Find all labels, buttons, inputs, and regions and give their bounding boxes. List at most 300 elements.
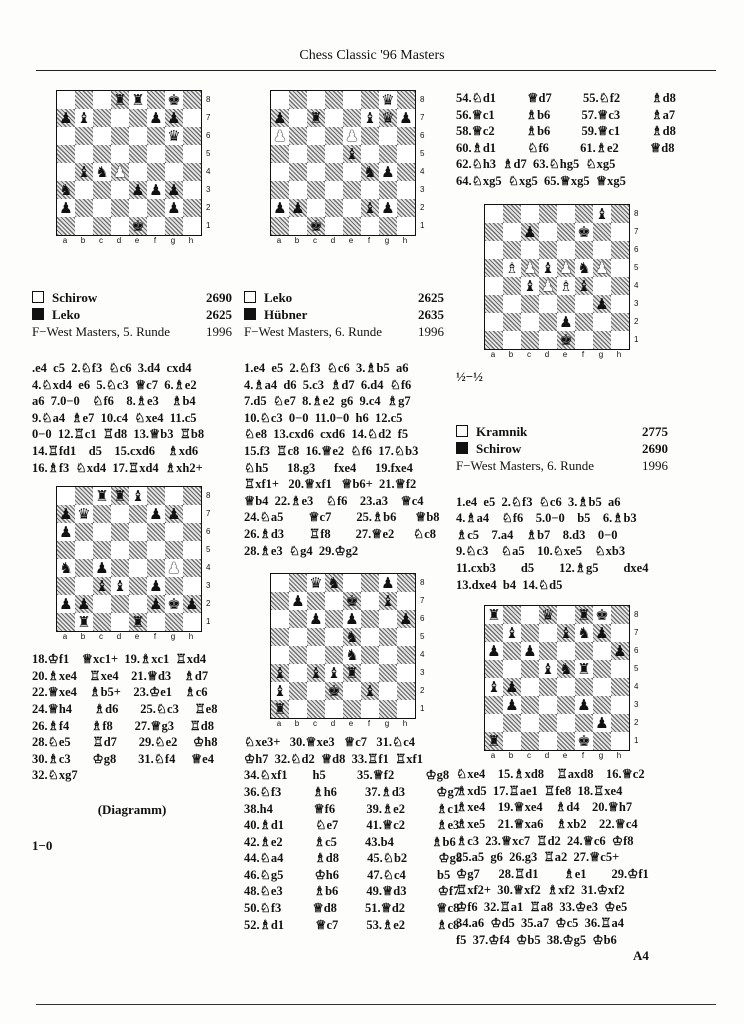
white-player: Kramnik [476,423,528,439]
board-square [361,646,379,664]
board-square [593,331,611,349]
board-square [111,613,129,631]
board-square [57,577,75,595]
black-king-icon: ♚ [575,732,593,750]
black-pawn-icon: ♟ [183,595,201,613]
board-square [183,217,201,235]
black-pawn-icon: ♟ [147,505,165,523]
board-square [593,642,611,660]
diagram-2 [270,90,444,245]
black-pawn-icon: ♟ [57,523,75,541]
board-square [361,91,379,109]
black-bishop-icon: ♝ [521,277,539,295]
board-square [75,217,93,235]
board-square [93,541,111,559]
black-pawn-icon: ♟ [165,505,183,523]
board-square [397,592,415,610]
board-square [539,331,557,349]
year: 1996 [206,324,232,339]
black-bishop-icon: ♝ [75,109,93,127]
black-pawn-icon: ♟ [593,295,611,313]
board-square [271,646,289,664]
game-header-2 [244,289,444,340]
black-pawn-icon: ♟ [397,109,415,127]
column-2 [244,90,463,933]
board-square [593,223,611,241]
board-square [57,91,75,109]
moves-text: ♘xe4 15.♗xd8 ♖axd8 16.♕c2 ♗xd5 17.♖ae1 ♖fe8 18.♖xe4 ♗xe4 19.♕xe4 ♗d4 20.♕h7 ♗xe5 21.♕xa6 ♗xb2 22.♕c4 ♗c3 23.♕xc7 ♖d2 24.♕c6 ♔f8 25.a5 g6 26.g3 ♖a2 27.♕c5+ ♔g7 28.♖d1 ♗e1 29.♔f1 ♖xf2+ 30.♕xf2 ♗xf2 31.♔xf2 ♔f6 32.♖a1 ♖a8 33.♔e3 ♔e5 34.a6 ♔d5 35.a7 ♔c5 36.♖a4 f5 37.♔f4 ♔b5 38.♔g5 ♔b6 [456,767,649,948]
diagram-5 [270,573,444,728]
black-rook-icon: ♜ [271,700,289,718]
board-square [307,181,325,199]
board-square [75,91,93,109]
board-square [93,181,111,199]
black-pawn-icon: ♟ [75,595,93,613]
board-square [611,241,629,259]
black-rook-icon: ♜ [307,109,325,127]
board-square [361,664,379,682]
board-square [129,145,147,163]
board-square [307,127,325,145]
board-square [183,199,201,217]
board-square [575,313,593,331]
black-pawn-icon: ♟ [57,109,75,127]
board-square [325,592,343,610]
chess-board [56,90,202,236]
board-square [271,610,289,628]
black-pawn-icon: ♟ [379,574,397,592]
board-square [575,295,593,313]
board-square [325,109,343,127]
board-square [147,91,165,109]
black-knight-icon: ♞ [343,628,361,646]
board-square [183,541,201,559]
board-square [397,664,415,682]
board-square [539,714,557,732]
board-square [521,678,539,696]
board-square [611,331,629,349]
board-square [75,559,93,577]
board-square [503,642,521,660]
board-square [129,595,147,613]
black-rook-icon: ♜ [343,664,361,682]
board-square [93,145,111,163]
board-square [521,331,539,349]
white-elo: 2775 [642,423,668,439]
black-pawn-icon: ♟ [343,610,361,628]
white-pawn-icon: ♟ [593,259,611,277]
board-square [557,241,575,259]
rank-labels: 8 7 6 5 4 3 2 1 [206,95,211,230]
black-pawn-icon: ♟ [147,595,165,613]
board-square [147,199,165,217]
black-pawn-icon: ♟ [503,678,521,696]
black-knight-icon: ♞ [575,259,593,277]
board-square [397,628,415,646]
board-square [503,277,521,295]
black-square-icon [456,442,468,454]
diagram-4 [56,486,232,641]
board-square [397,700,415,718]
board-square [129,523,147,541]
board-square [397,127,415,145]
board-square [147,217,165,235]
board-square [379,700,397,718]
white-bishop-icon: ♗ [557,277,575,295]
board-square [271,574,289,592]
board-square [379,145,397,163]
board-square [539,241,557,259]
board-square [521,313,539,331]
board-square [361,145,379,163]
black-pawn-icon: ♟ [147,109,165,127]
black-knight-icon: ♞ [325,574,343,592]
black-pawn-icon: ♟ [611,642,629,660]
board-square [503,295,521,313]
black-knight-icon: ♞ [57,559,75,577]
file-labels: a b c d e f g h [62,632,194,642]
board-square [325,181,343,199]
board-square [557,696,575,714]
black-pawn-icon: ♟ [307,610,325,628]
board-square [289,610,307,628]
black-king-icon: ♚ [325,682,343,700]
board-square [593,241,611,259]
board-square [539,732,557,750]
black-king-icon: ♚ [557,331,575,349]
board-square [129,127,147,145]
board-square [165,577,183,595]
board-square [165,523,183,541]
board-square [611,295,629,313]
black-pawn-icon: ♟ [57,505,75,523]
black-bishop-icon: ♝ [93,577,111,595]
board-square [165,217,183,235]
white-pawn-icon: ♟ [557,259,575,277]
board-square [485,313,503,331]
board-square [557,223,575,241]
board-square [343,91,361,109]
board-square [521,732,539,750]
board-square [129,199,147,217]
board-square [521,624,539,642]
board-square [325,610,343,628]
footer-rule [36,1004,716,1005]
board-square [361,127,379,145]
board-square [183,163,201,181]
black-rook-icon: ♜ [75,613,93,631]
black-king-icon: ♚ [575,223,593,241]
black-elo: 2625 [206,307,232,322]
black-queen-icon: ♛ [307,574,325,592]
board-square [503,331,521,349]
board-square [575,678,593,696]
black-king-icon: ♚ [593,606,611,624]
black-pawn-icon: ♟ [521,642,539,660]
board-square [503,205,521,223]
board-square [307,145,325,163]
black-pawn-icon: ♟ [165,199,183,217]
board-square [147,487,165,505]
board-square [75,145,93,163]
black-queen-icon: ♛ [75,505,93,523]
black-bishop-icon: ♝ [575,277,593,295]
board-square [111,559,129,577]
white-elo: 2690 [206,290,232,305]
game-result: 1−0 [32,837,53,853]
board-square [183,145,201,163]
board-square [593,277,611,295]
board-square [485,624,503,642]
board-square [307,682,325,700]
rank-labels: 8 7 6 5 4 3 2 1 [420,578,425,714]
chess-board [484,605,630,751]
board-square [111,181,129,199]
black-bishop-icon: ♝ [271,682,289,700]
black-pawn-icon: ♟ [147,181,165,199]
board-square [343,682,361,700]
board-square [343,700,361,718]
board-square [361,610,379,628]
board-square [147,613,165,631]
board-square [325,217,343,235]
black-elo: 2635 [418,307,444,322]
board-square [557,606,575,624]
board-square [75,523,93,541]
black-pawn-icon: ♟ [557,313,575,331]
white-square-icon [244,291,256,303]
year: 1996 [418,324,444,339]
black-pawn-icon: ♟ [485,642,503,660]
chess-board [270,573,416,719]
black-queen-icon: ♛ [539,606,557,624]
board-square [165,145,183,163]
board-square [361,592,379,610]
board-square [307,91,325,109]
board-square [361,700,379,718]
header-rule [36,70,716,71]
black-pawn-icon: ♟ [521,223,539,241]
board-square [271,592,289,610]
board-square [271,628,289,646]
black-king-icon: ♚ [307,217,325,235]
board-square [289,700,307,718]
rank-labels: 8 7 6 5 4 3 2 1 [206,491,211,627]
board-square [485,696,503,714]
black-bishop-icon: ♝ [485,678,503,696]
board-square [111,145,129,163]
event: F−West Masters, 6. Runde [456,457,595,473]
board-square [165,163,183,181]
white-elo: 2625 [418,290,444,305]
black-pawn-icon: ♟ [379,199,397,217]
board-square [611,606,629,624]
board-square [343,217,361,235]
board-square [379,127,397,145]
board-square [75,577,93,595]
white-square-icon [456,425,468,437]
board-square [611,624,629,642]
board-square [503,313,521,331]
board-square [93,109,111,127]
board-square [539,295,557,313]
board-square [183,109,201,127]
board-square [575,642,593,660]
board-square [557,678,575,696]
chess-board [270,90,416,236]
moves-text: 18.♔f1 ♕xc1+ 19.♗xc1 ♖xd4 20.♗xe4 ♖xe4 21.♕d3 ♗d7 22.♕xe4 ♗b5+ 23.♔e1 ♗c6 24.♕h4 ♗d6 25.♘c3 ♖e8 26.♗f4 ♗f8 27.♕g3 ♖d8 28.♘e5 ♖d7 29.♘e2 ♔h8 30.♗c3 ♔g8 31.♘f4 ♕e4 32.♘xg7 [32,652,218,783]
board-square [503,606,521,624]
black-pawn-icon: ♟ [165,181,183,199]
board-square [93,523,111,541]
board-square [325,127,343,145]
board-square [183,523,201,541]
board-square [271,145,289,163]
board-square [539,205,557,223]
column-1 [32,90,232,854]
board-square [611,259,629,277]
board-square [361,217,379,235]
board-square [593,660,611,678]
board-square [325,700,343,718]
board-square [147,559,165,577]
board-square [485,660,503,678]
board-square [397,646,415,664]
board-square [325,91,343,109]
black-bishop-icon: ♝ [325,664,343,682]
board-square [593,313,611,331]
white-pawn-icon: ♟ [165,559,183,577]
black-bishop-icon: ♝ [75,163,93,181]
board-square [111,523,129,541]
board-square [485,259,503,277]
board-square [289,574,307,592]
board-square [397,217,415,235]
black-rook-icon: ♜ [575,606,593,624]
board-square [611,223,629,241]
black-knight-icon: ♞ [343,646,361,664]
board-square [111,199,129,217]
white-pawn-icon: ♟ [111,163,129,181]
board-square [503,732,521,750]
board-square [361,574,379,592]
board-square [93,217,111,235]
black-rook-icon: ♜ [129,91,147,109]
file-labels: a b c d e f g h [490,349,622,359]
board-square [485,331,503,349]
black-player: Schirow [476,440,522,456]
black-player: Leko [52,307,81,322]
board-square [271,163,289,181]
board-square [325,646,343,664]
black-bishop-icon: ♝ [307,664,325,682]
board-square [111,109,129,127]
black-bishop-icon: ♝ [593,205,611,223]
board-square [397,574,415,592]
board-square [539,223,557,241]
black-bishop-icon: ♝ [343,145,361,163]
board-square [539,313,557,331]
board-square [379,682,397,700]
board-square [57,145,75,163]
moves-text: ♘xe3+ 30.♕xe3 ♕c7 31.♘c4 ♔h7 32.♘d2 ♕d8 33.♖f1 ♖xf1 34.♘xf1 h5 35.♕f2 ♔g8 36.♘f3 ♗h6 37.♗d3 ♔g7 38.h4 ♕f6 39.♗e2 ♗c1 40.♗d1 ♘e7 41.♕c2 ♗e3 42.♗e2 ♗c5 43.b4 ♗b6 44.♘a4 ♗d8 45.♘b2 ♔g8 46.♘g5 ♔h6 47.♘c4 b5 48.♘e3 ♗b6 49.♕d3 ♔f7 50.♘f3 ♕d8 51.♕d2 ♕c8 52.♗d1 ♕c7 53.♗e2 ♗c8 [244,735,463,932]
board-square [611,732,629,750]
white-pawn-icon: ♟ [343,127,361,145]
board-square [75,487,93,505]
file-labels: a b c d e f g h [276,236,408,245]
board-square [379,646,397,664]
board-square [397,91,415,109]
black-pawn-icon: ♟ [289,592,307,610]
diagram-1 [56,90,232,245]
board-square [361,181,379,199]
black-bishop-icon: ♝ [503,624,521,642]
board-square [271,91,289,109]
board-square [343,574,361,592]
board-square [611,696,629,714]
black-pawn-icon: ♟ [271,199,289,217]
board-square [503,660,521,678]
board-square [111,127,129,145]
board-square [129,577,147,595]
board-square [165,613,183,631]
board-square [521,241,539,259]
black-square-icon [32,308,44,320]
moves-text: .e4 c5 2.♘f3 ♘c6 3.d4 cxd4 4.♘xd4 e6 5.♘c3 ♕c7 6.♗e2 a6 7.0−0 ♘f6 8.♗e3 ♗b4 9.♘a4 ♗e7 10.c4 ♘xe4 11.c5 0−0 12.♖c1 ♖d8 13.♕b3 ♖b8 14.♖fd1 d5 15.cxd6 ♗xd6 16.♗f3 ♘xd4 17.♖xd4 ♗xh2+ [32,361,205,475]
board-square [111,505,129,523]
white-pawn-icon: ♟ [539,277,557,295]
black-bishop-icon: ♝ [539,660,557,678]
moves-text: 1.e4 e5 2.♘f3 ♘c6 3.♗b5 a6 4.♗a4 ♘f6 5.0−0 b5 6.♗b3 ♗c5 7.a4 ♗b7 8.d3 0−0 9.♘c3 ♘a5 10.♘xe5 ♘xb3 11.cxb3 d5 12.♗g5 dxe4 13.dxe4 b4 14.♘d5 [456,494,649,592]
black-rook-icon: ♜ [111,487,129,505]
file-labels: a b c d e f g h [490,751,622,761]
board-square [129,505,147,523]
black-king-icon: ♚ [165,91,183,109]
board-square [307,163,325,181]
board-square [539,642,557,660]
board-square [611,714,629,732]
board-square [343,199,361,217]
board-square [521,696,539,714]
black-rook-icon: ♜ [575,660,593,678]
board-square [379,217,397,235]
black-pawn-icon: ♟ [379,163,397,181]
board-square [307,628,325,646]
board-square [183,127,201,145]
board-square [611,277,629,295]
board-square [521,714,539,732]
black-pawn-icon: ♟ [129,181,147,199]
white-player: Leko [264,290,293,305]
board-square [75,199,93,217]
board-square [183,613,201,631]
black-king-icon: ♚ [165,595,183,613]
board-square [147,163,165,181]
board-square [593,678,611,696]
board-square [611,678,629,696]
board-square [183,559,201,577]
black-pawn-icon: ♟ [593,624,611,642]
board-square [147,523,165,541]
board-square [379,664,397,682]
game-header-3 [456,423,668,474]
board-square [75,127,93,145]
white-bishop-icon: ♗ [503,259,521,277]
board-square [539,696,557,714]
board-square [307,700,325,718]
board-square [289,217,307,235]
board-square [93,199,111,217]
